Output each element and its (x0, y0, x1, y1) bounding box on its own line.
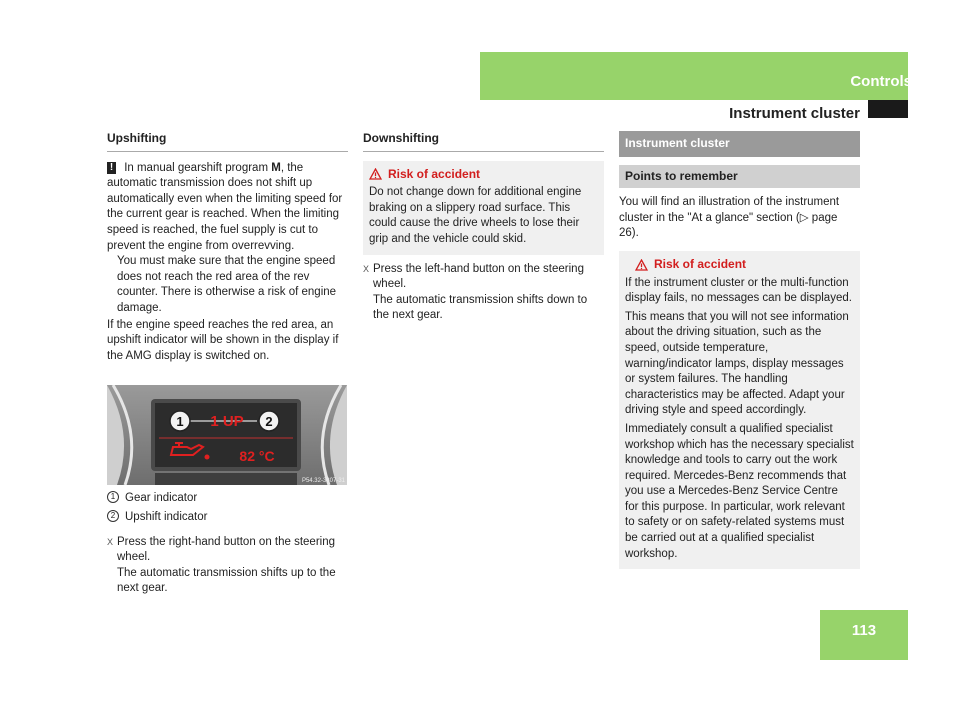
warning-triangle-icon (369, 168, 382, 180)
step-arrow-icon: X (363, 263, 370, 274)
instrument-cluster-image (107, 385, 347, 485)
cluster-illustration (107, 385, 348, 485)
step-text: Press the right-hand button on the steering wheel. (117, 535, 336, 564)
column-instrument-cluster (619, 131, 860, 569)
subsection-band: Points to remember (619, 165, 860, 189)
page-title: Instrument cluster (729, 105, 860, 122)
intro-paragraph: You will find an illustration of the instrument cluster in the "At a glance" section (▷ page 26). (619, 196, 840, 240)
note-paragraph-2: You must make sure that the engine speed does not reach the red area of the rev counter. There is otherwise a risk of engine damage. (117, 255, 337, 314)
warning-box (619, 251, 860, 569)
temperature-readout: 82 °C (239, 448, 275, 465)
legend-number-icon: 2 (107, 510, 119, 522)
legend-number-icon: 1 (107, 491, 119, 503)
warning-box (363, 161, 604, 255)
section-band: Instrument cluster (619, 131, 860, 157)
warning-paragraph-3: Immediately consult a qualified specialist workshop which has the necessary specialist knowledge and tools to carry out the work required. Mercedes-Benz recommends that you use a Mercedes-Benz Service Centre for this purpose. In particular, work relevant to safety or on safety-related systems must be carried out at a qualified specialist workshop. (625, 422, 854, 560)
marker-1-label: 1 (176, 414, 184, 430)
note-paragraph (107, 161, 348, 255)
marker-2-label: 2 (265, 414, 273, 430)
section-tab-label: Controls (850, 73, 912, 90)
image-code: P54.32-3807-31 (301, 478, 345, 485)
step-result: The automatic transmission shifts up to the next gear. (117, 566, 336, 595)
legend-item (107, 491, 348, 507)
legend-text: Gear indicator (125, 492, 198, 505)
step-arrow-icon: X (107, 536, 114, 547)
column-upshifting (107, 131, 348, 597)
upshift-display-text: 1 UP (210, 413, 244, 431)
warning-title (625, 257, 854, 273)
warning-title-text: Risk of accident (654, 256, 747, 271)
note-text-post: , the automatic transmission does not shift up automatically even when the limiting speed for the current gear is reached. When the limiting speed is reached, the fuel supply is cut to prevent the engine from overrevving. (107, 161, 343, 252)
column-downshifting (363, 131, 604, 324)
section-tab (480, 52, 908, 100)
warning-paragraph-2: This means that you will not see information about the driving situation, such as the speed, outside temperature, warning/indicator lamps, display messages or system failures. The handling characteristics may be affected. Adapt your driving style and speed accordingly. (625, 310, 849, 417)
section-heading-downshifting: Downshifting (363, 131, 604, 152)
body-paragraph: If the engine speed reaches the red area, an upshift indicator will be shown in the display if the AMG display is switched on. (107, 318, 339, 362)
chapter-marker (868, 100, 908, 118)
instruction-step (107, 535, 348, 597)
instruction-step (363, 262, 604, 324)
legend-item (107, 510, 348, 526)
note-icon: ! (107, 162, 116, 174)
note-text-bold: M (271, 161, 281, 174)
warning-triangle-icon (635, 259, 648, 271)
note-text-pre: In manual gearshift program (121, 161, 272, 174)
step-result: The automatic transmission shifts down to the next gear. (373, 293, 588, 322)
legend-text: Upshift indicator (125, 510, 208, 523)
step-text: Press the left-hand button on the steering wheel. (373, 262, 584, 291)
section-heading-upshifting: Upshifting (107, 131, 348, 152)
page-number: 113 (851, 622, 877, 639)
warning-paragraph-1: If the instrument cluster or the multi-function display fails, no messages can be displayed. (625, 276, 852, 305)
warning-title-text: Risk of accident (388, 166, 481, 181)
warning-title (369, 167, 598, 183)
legend (107, 491, 348, 525)
warning-text: Do not change down for additional engine braking on a slippery road surface. This could cause the drive wheels to lose their grip and the vehicle could skid. (369, 186, 582, 245)
